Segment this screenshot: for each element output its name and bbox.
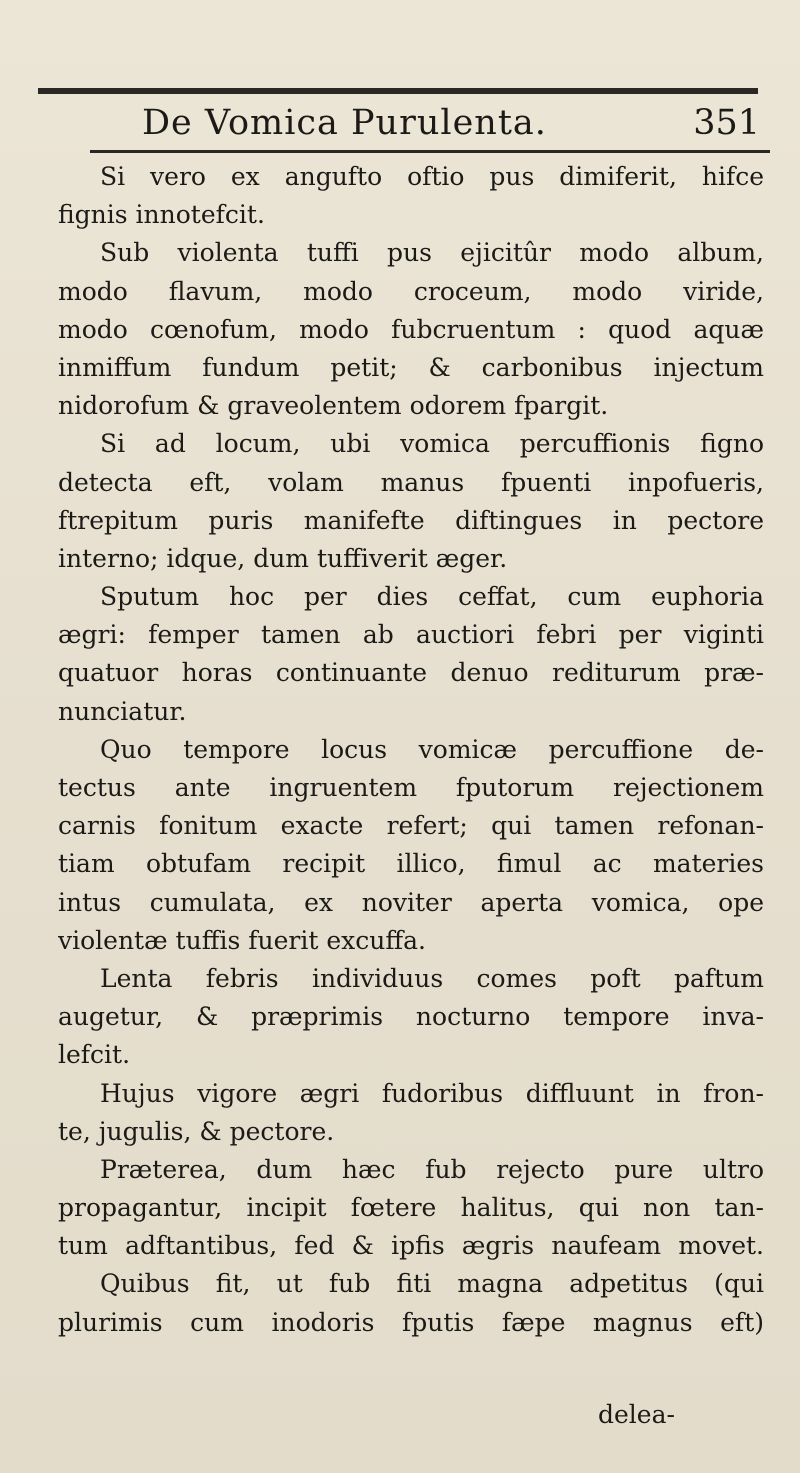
text-line: Sub violenta tuffi pus ejicitûr modo album, bbox=[100, 238, 764, 268]
text-line: te, jugulis, & pectore. bbox=[58, 1116, 335, 1146]
text-line: interno; idque, dum tuffiverit æger. bbox=[58, 543, 508, 573]
text-line: Præterea, dum hæc fub rejecto pure ultro bbox=[100, 1154, 764, 1184]
text-line: ægri: femper tamen ab auctiori febri per viginti bbox=[58, 620, 764, 650]
text-line: nunciatur. bbox=[58, 696, 187, 726]
text-line: quatuor horas continuante denuo rediturum præ- bbox=[58, 658, 764, 688]
text-line: tiam obtufam recipit illico, fimul ac materies bbox=[58, 849, 764, 879]
header-top-rule bbox=[38, 88, 758, 94]
text-line: modo cœnofum, modo fubcruentum : quod aquæ bbox=[58, 314, 764, 344]
header-bottom-rule bbox=[90, 150, 770, 153]
text-line: tectus ante ingruentem fputorum rejectionem bbox=[58, 773, 764, 802]
text-line: Lenta febris individuus comes poft paftum bbox=[100, 963, 764, 993]
text-line: inmiffum fundum petit; & carbonibus injectum bbox=[58, 352, 764, 382]
text-line: Sputum hoc per dies ceffat, cum euphoria bbox=[100, 582, 764, 612]
text-line: Si vero ex angufto oftio pus dimiferit, hifce bbox=[100, 162, 764, 191]
text-line: lefcit. bbox=[58, 1040, 131, 1070]
body-text bbox=[58, 158, 764, 1342]
text-line: Quibus fit, ut fub fiti magna adpetitus (qui bbox=[100, 1269, 764, 1299]
running-header bbox=[100, 100, 760, 146]
text-line: modo flavum, modo croceum, modo viride, bbox=[58, 276, 764, 306]
text-line: tum adftantibus, fed & ipfis ægris naufeam movet. bbox=[58, 1231, 764, 1261]
text-line: carnis fonitum exacte refert; qui tamen refonan- bbox=[58, 811, 764, 841]
text-line: detecta eft, volam manus fpuenti inpofueris, bbox=[58, 467, 764, 497]
text-line: violentæ tuffis fuerit excuffa. bbox=[58, 925, 426, 955]
text-line: augetur, & præprimis nocturno tempore inva- bbox=[58, 1002, 764, 1032]
catchword: delea- bbox=[598, 1400, 675, 1429]
text-line: propagantur, incipit fœtere halitus, qui non tan- bbox=[58, 1193, 764, 1223]
text-line: Hujus vigore ægri fudoribus diffluunt in fron- bbox=[100, 1078, 764, 1108]
running-title: De Vomica Purulenta. bbox=[142, 103, 547, 143]
text-line: plurimis cum inodoris fputis fæpe magnus eft) bbox=[58, 1307, 764, 1337]
text-line: intus cumulata, ex noviter aperta vomica, ope bbox=[58, 887, 764, 917]
page-number: 351 bbox=[693, 103, 760, 143]
text-line: ftrepitum puris manifefte diftingues in pectore bbox=[58, 505, 764, 535]
text-line: Si ad locum, ubi vomica percuffionis figno bbox=[100, 429, 764, 459]
text-line: Quo tempore locus vomicæ percuffione de- bbox=[100, 734, 764, 764]
text-line: nidorofum & graveolentem odorem fpargit. bbox=[58, 391, 609, 421]
text-line: fignis innotefcit. bbox=[58, 200, 265, 230]
